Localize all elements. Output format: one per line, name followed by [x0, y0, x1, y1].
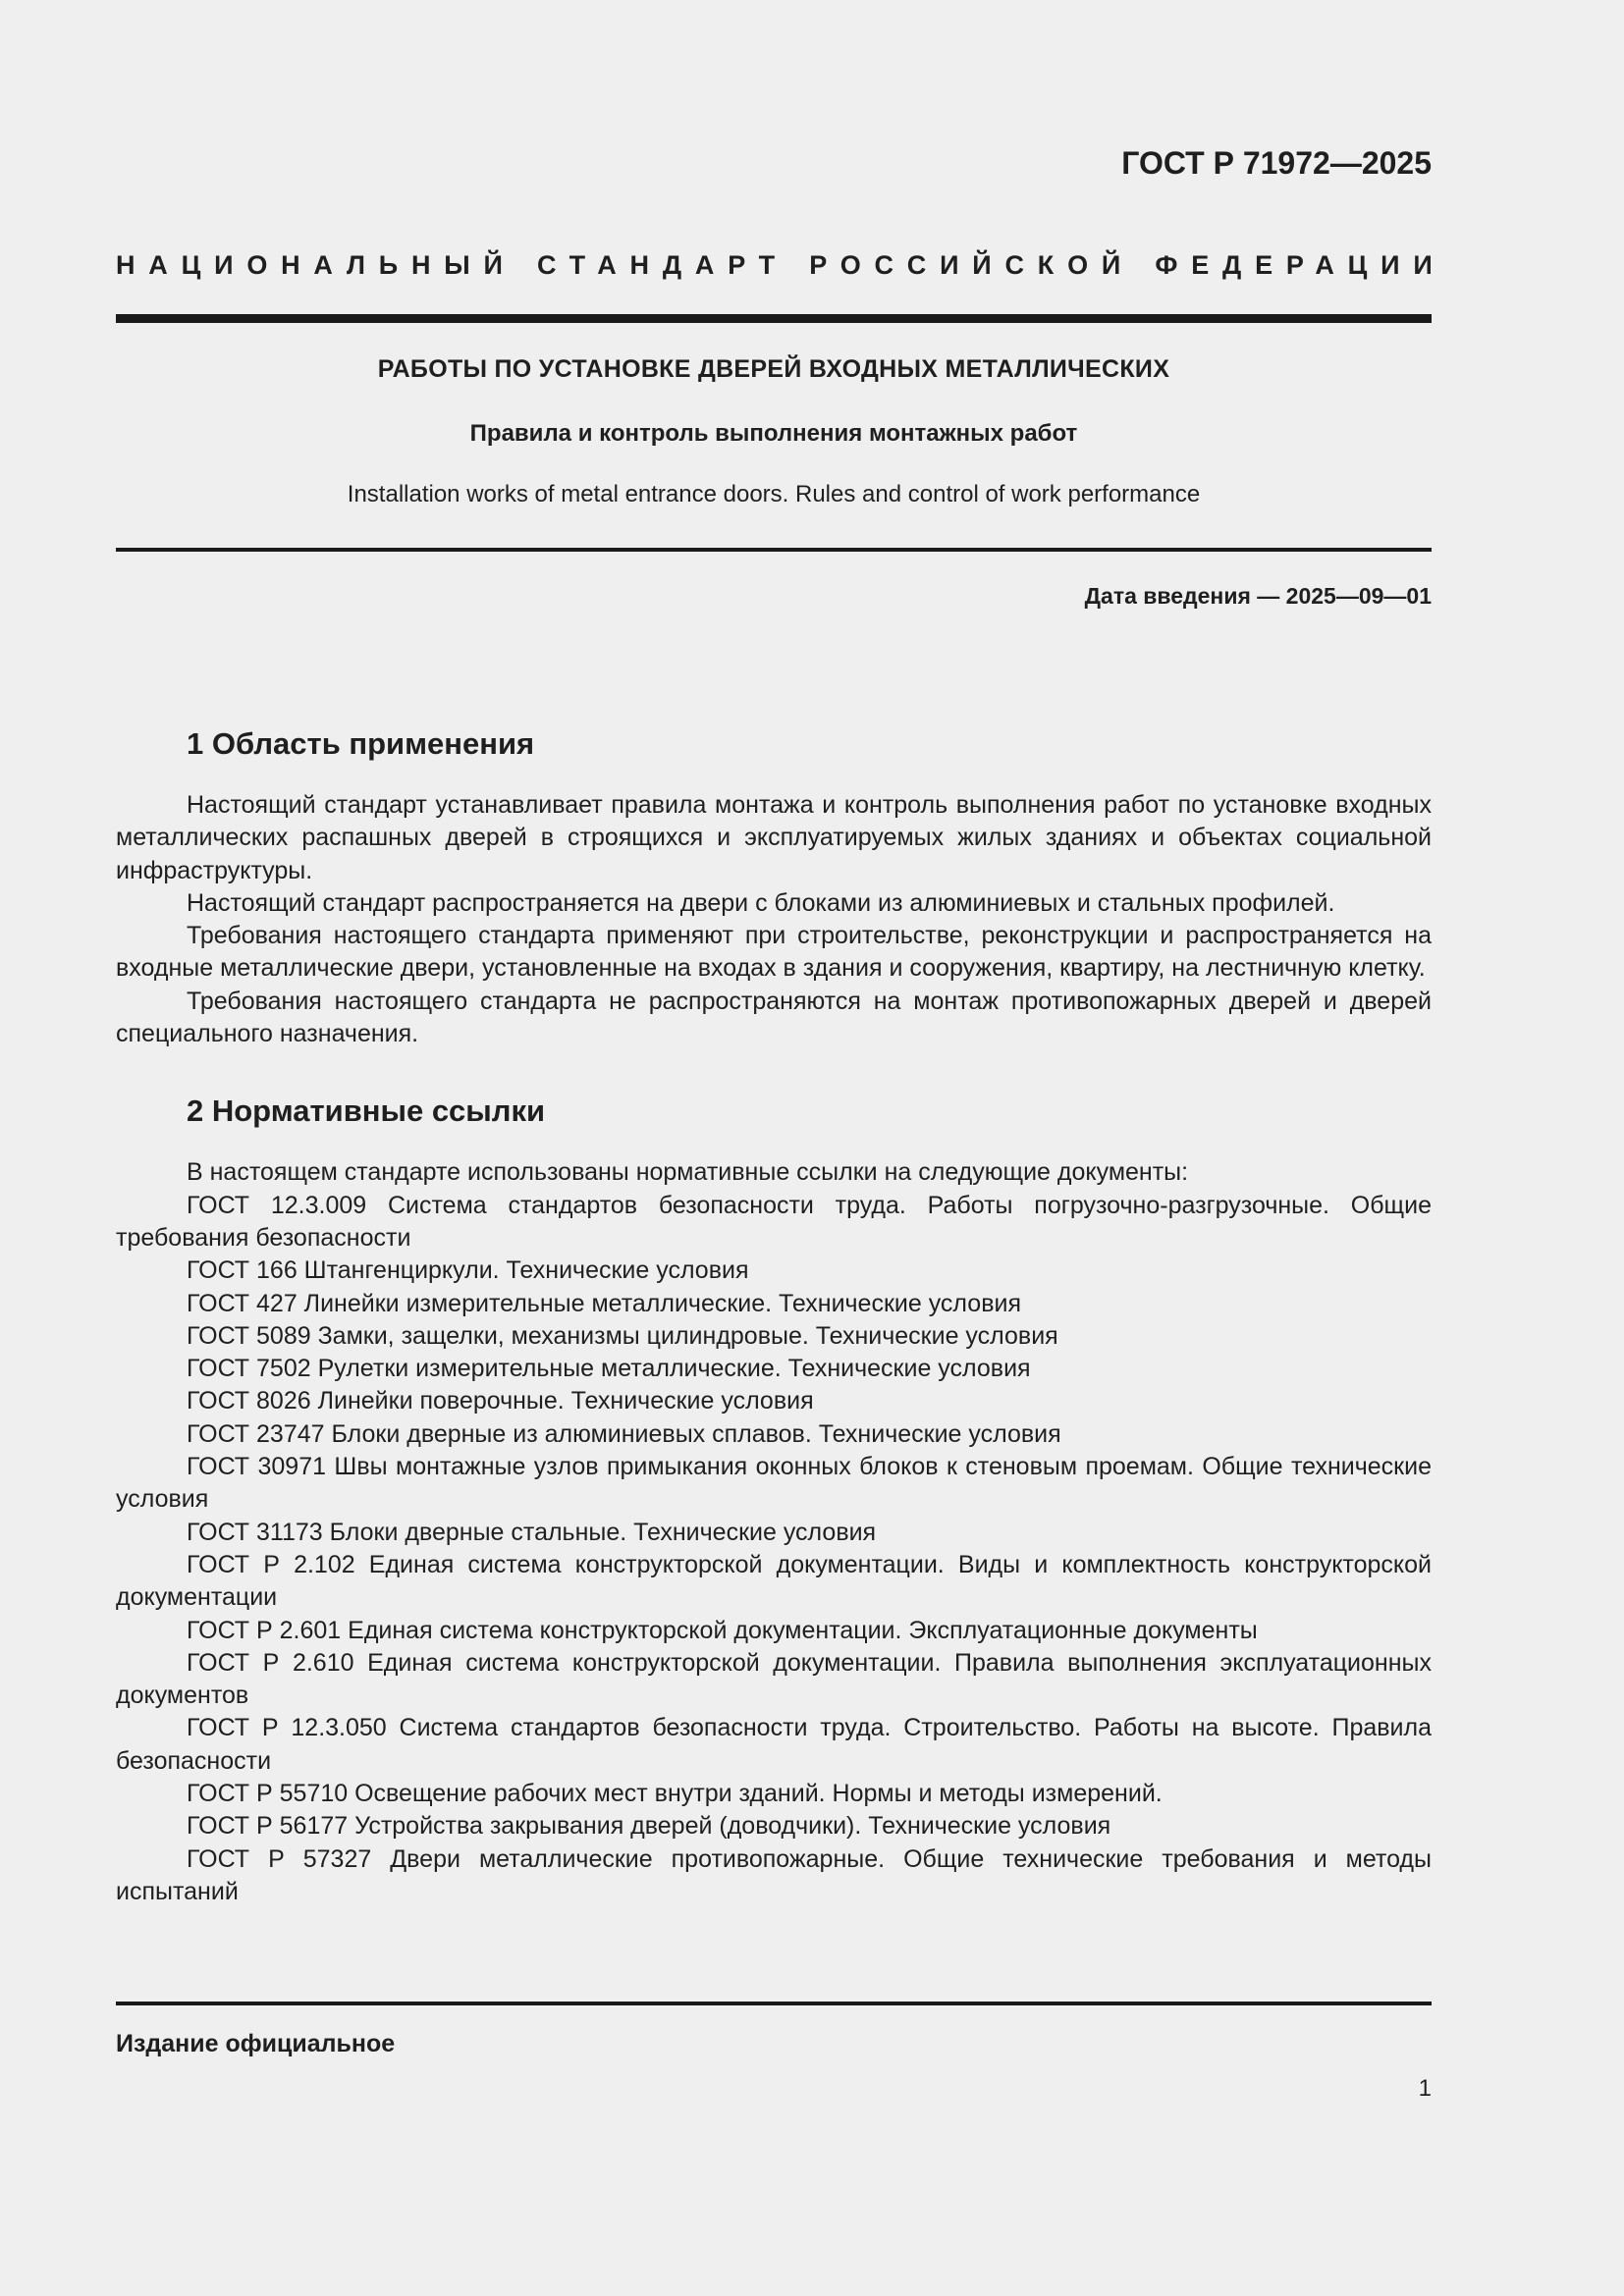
normative-reference: ГОСТ 23747 Блоки дверные из алюминиевых сплавов. Технические условия: [187, 1419, 1061, 1448]
normative-reference: ГОСТ 7502 Рулетки измерительные металлические. Технические условия: [187, 1355, 1031, 1383]
section-2-heading: 2 Нормативные ссылки: [187, 1094, 546, 1129]
page-number: 1: [1418, 2075, 1432, 2102]
gost-number: ГОСТ Р 71972—2025: [1121, 145, 1432, 181]
normative-reference: ГОСТ Р 56177 Устройства закрывания дверей (доводчики). Технические условия: [187, 1812, 1111, 1841]
footer-rule: [116, 2002, 1432, 2005]
document-title: РАБОТЫ ПО УСТАНОВКЕ ДВЕРЕЙ ВХОДНЫХ МЕТАЛЛИЧЕСКИХ: [377, 355, 1170, 383]
normative-reference: ГОСТ 30971 Швы монтажные узлов примыкания оконных блоков к стеновым проемам. Общие технические условия: [116, 1453, 1432, 1514]
normative-reference: ГОСТ Р 57327 Двери металлические противопожарные. Общие технические требования и методы испытаний: [116, 1844, 1432, 1905]
section-1-paragraph: Настоящий стандарт устанавливает правила монтажа и контроль выполнения работ по установке входных металлических распашных дверей в строящихся и эксплуатируемых жилых зданиях и объектах социальной инфраструктуры.: [116, 791, 1432, 884]
section-2-intro: В настоящем стандарте использованы нормативные ссылки на следующие документы:: [187, 1158, 1189, 1187]
normative-reference: ГОСТ 12.3.009 Система стандартов безопасности труда. Работы погрузочно-разгрузочные. Общие требования безопасности: [116, 1191, 1432, 1252]
normative-reference: ГОСТ Р 55710 Освещение рабочих мест внутри зданий. Нормы и методы измерений.: [187, 1780, 1163, 1808]
section-1-paragraph: Требования настоящего стандарта не распространяются на монтаж противопожарных дверей и дверей специального назначения.: [116, 987, 1432, 1048]
normative-reference: ГОСТ Р 12.3.050 Система стандартов безопасности труда. Строительство. Работы на высоте. Правила безопасности: [116, 1714, 1432, 1775]
normative-reference: ГОСТ 427 Линейки измерительные металлические. Технические условия: [187, 1289, 1021, 1317]
normative-reference: ГОСТ 8026 Линейки поверочные. Технические условия: [187, 1387, 814, 1415]
normative-reference: ГОСТ Р 2.102 Единая система конструкторской документации. Виды и комплектность конструкторской документации: [116, 1550, 1432, 1612]
section-1-heading: 1 Область применения: [187, 726, 535, 761]
normative-reference: ГОСТ 31173 Блоки дверные стальные. Технические условия: [187, 1518, 877, 1546]
normative-reference: ГОСТ Р 2.610 Единая система конструкторской документации. Правила выполнения эксплуатационных документов: [116, 1648, 1432, 1710]
document-body: [116, 724, 1432, 1908]
normative-reference: ГОСТ 166 Штангенциркули. Технические условия: [187, 1256, 749, 1285]
section-1-paragraph: Требования настоящего стандарта применяют при строительстве, реконструкции и распространяется на входные металлические двери, установленные на входах в здания и сооружения, квартиру, на лестничную клетку.: [116, 922, 1432, 983]
section-1-paragraph: Настоящий стандарт распространяется на двери с блоками из алюминиевых и стальных профилей.: [187, 888, 1335, 917]
normative-references-list: [116, 1190, 1432, 1909]
document-page: [116, 0, 1446, 2296]
title-rule: [116, 548, 1432, 552]
document-english-title: Installation works of metal entrance doors. Rules and control of work performance: [347, 481, 1201, 507]
normative-reference: ГОСТ 5089 Замки, защелки, механизмы цилиндровые. Технические условия: [187, 1321, 1058, 1350]
official-edition-label: Издание официальное: [116, 2030, 396, 2057]
document-subtitle: Правила и контроль выполнения монтажных работ: [469, 420, 1078, 447]
national-standard-title: НАЦИОНАЛЬНЫЙ СТАНДАРТ РОССИЙСКОЙ ФЕДЕРАЦИИ: [116, 250, 1446, 280]
header-rule: [116, 314, 1432, 323]
normative-reference: ГОСТ Р 2.601 Единая система конструкторской документации. Эксплуатационные документы: [187, 1616, 1258, 1644]
introduction-date: Дата введения — 2025—09—01: [1084, 583, 1432, 609]
